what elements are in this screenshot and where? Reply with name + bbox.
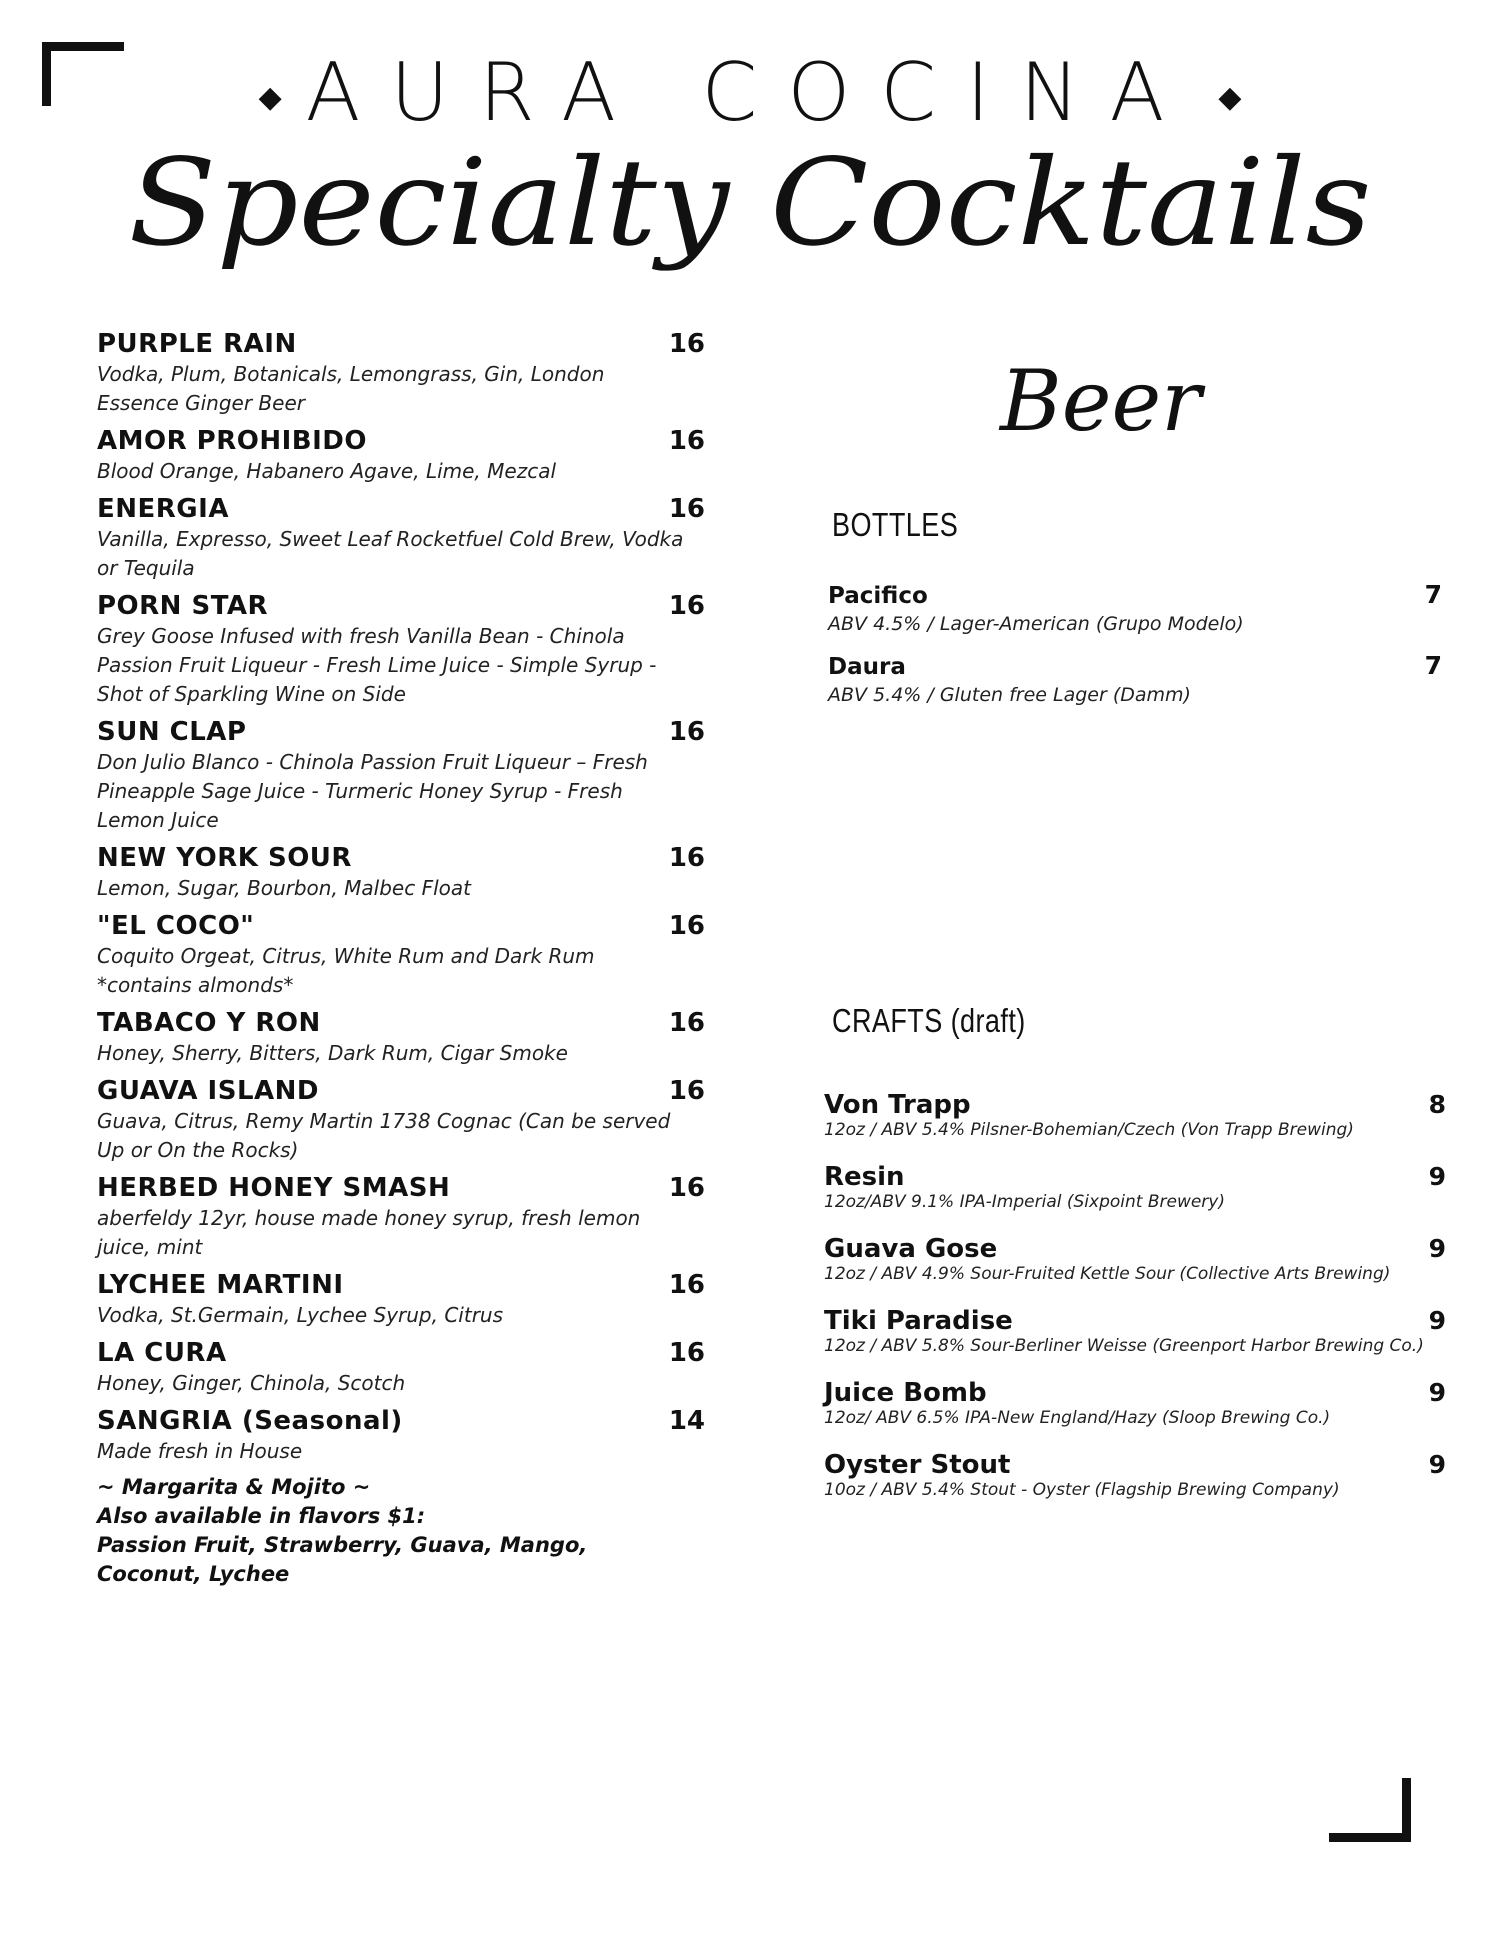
bottles-list: [828, 580, 1440, 722]
item-name: Von Trapp: [824, 1090, 971, 1120]
beer-item: [824, 1378, 1444, 1428]
beer-item: [828, 580, 1440, 637]
flavors-note-line: ~ Margarita & Mojito ~: [97, 1475, 371, 1499]
item-description: Don Julio Blanco - Chinola Passion Fruit Liqueur – Fresh Pineapple Sage Juice - Turmeric Honey Syrup - Fresh Lemon Juice: [97, 750, 648, 832]
item-price: 16: [668, 1173, 705, 1203]
item-description: 12oz / ABV 5.4% Pilsner-Bohemian/Czech (Von Trapp Brewing): [824, 1120, 1354, 1140]
item-name: Daura: [828, 654, 906, 680]
item-name: "EL COCO": [97, 911, 255, 941]
item-price: 8: [1428, 1090, 1446, 1119]
item-price: 16: [668, 1076, 705, 1106]
item-name: SUN CLAP: [97, 717, 247, 747]
menu-item: [97, 1337, 705, 1398]
flavors-note: [97, 1473, 697, 1589]
menu-item: [97, 328, 705, 418]
flavors-note-line: Also available in flavors $1:: [97, 1504, 426, 1528]
beer-item: [824, 1306, 1444, 1356]
item-name: Resin: [824, 1162, 905, 1192]
item-description: 12oz/ ABV 6.5% IPA-New England/Hazy (Sloop Brewing Co.): [824, 1408, 1331, 1428]
menu-item: [97, 1172, 705, 1262]
item-description: Grey Goose Infused with fresh Vanilla Bean - Chinola Passion Fruit Liqueur - Fresh Lime Juice - Simple Syrup - Shot of Sparkling Wine on Side: [97, 624, 657, 706]
beer-title: Beer: [1000, 352, 1202, 450]
item-description: Coquito Orgeat, Citrus, White Rum and Dark Rum *contains almonds*: [97, 944, 595, 997]
cocktail-list: [97, 328, 705, 1589]
item-name: NEW YORK SOUR: [97, 843, 352, 873]
item-description: 12oz / ABV 5.8% Sour-Berliner Weisse (Greenport Harbor Brewing Co.): [824, 1336, 1424, 1356]
item-description: ABV 5.4% / Gluten free Lager (Damm): [828, 684, 1191, 706]
item-description: Guava, Citrus, Remy Martin 1738 Cognac (Can be served Up or On the Rocks): [97, 1109, 671, 1162]
beer-item: [824, 1162, 1444, 1212]
diamond-icon: ◆: [1218, 80, 1242, 115]
item-price: 9: [1428, 1450, 1446, 1479]
item-description: Vodka, Plum, Botanicals, Lemongrass, Gin, London Essence Ginger Beer: [97, 362, 605, 415]
item-price: 7: [1424, 651, 1442, 680]
item-name: LYCHEE MARTINI: [97, 1270, 344, 1300]
crafts-heading: CRAFTS (draft): [832, 1002, 1026, 1039]
beer-item: [824, 1450, 1444, 1500]
item-price: 16: [668, 1008, 705, 1038]
item-name: Pacifico: [828, 583, 928, 609]
item-name: HERBED HONEY SMASH: [97, 1173, 451, 1203]
item-price: 9: [1428, 1234, 1446, 1263]
item-description: aberfeldy 12yr, house made honey syrup, fresh lemon juice, mint: [97, 1206, 641, 1259]
diamond-icon: ◆: [258, 80, 282, 115]
flavors-note-line: Passion Fruit, Strawberry, Guava, Mango, Coconut, Lychee: [97, 1533, 588, 1586]
corner-bracket-bottom-right: [1329, 1833, 1411, 1842]
menu-item: [97, 910, 705, 1000]
item-price: 16: [668, 329, 705, 359]
menu-title: Specialty Cocktails: [128, 134, 1372, 273]
item-name: GUAVA ISLAND: [97, 1076, 319, 1106]
beer-item: [824, 1090, 1444, 1140]
item-name: SANGRIA (Seasonal): [97, 1406, 403, 1436]
menu-item: [97, 590, 705, 709]
item-price: 16: [668, 843, 705, 873]
item-description: Honey, Sherry, Bitters, Dark Rum, Cigar Smoke: [97, 1041, 568, 1065]
item-name: LA CURA: [97, 1338, 227, 1368]
item-name: ENERGIA: [97, 494, 229, 524]
item-price: 9: [1428, 1378, 1446, 1407]
item-name: Tiki Paradise: [824, 1306, 1013, 1336]
item-price: 9: [1428, 1162, 1446, 1191]
item-description: Honey, Ginger, Chinola, Scotch: [97, 1371, 406, 1395]
menu-item: [97, 425, 705, 486]
menu-item: [97, 1075, 705, 1165]
item-name: TABACO Y RON: [97, 1008, 321, 1038]
item-description: Blood Orange, Habanero Agave, Lime, Mezcal: [97, 459, 557, 483]
beer-item: [828, 651, 1440, 708]
bottles-heading: BOTTLES: [832, 506, 959, 543]
item-name: PURPLE RAIN: [97, 329, 297, 359]
item-name: Juice Bomb: [824, 1378, 987, 1408]
item-price: 16: [668, 494, 705, 524]
item-price: 14: [668, 1406, 705, 1436]
item-description: ABV 4.5% / Lager-American (Grupo Modelo): [828, 613, 1244, 635]
item-price: 16: [668, 1270, 705, 1300]
item-price: 16: [668, 717, 705, 747]
item-description: 12oz/ABV 9.1% IPA-Imperial (Sixpoint Brewery): [824, 1192, 1225, 1212]
item-price: 16: [668, 1338, 705, 1368]
item-description: Vanilla, Expresso, Sweet Leaf Rocketfuel Cold Brew, Vodka or Tequila: [97, 527, 684, 580]
item-price: 16: [668, 591, 705, 621]
item-price: 16: [668, 911, 705, 941]
menu-item: [97, 1405, 705, 1466]
item-price: 9: [1428, 1306, 1446, 1335]
beer-item: [824, 1234, 1444, 1284]
item-price: 7: [1424, 580, 1442, 609]
crafts-list: [824, 1090, 1444, 1522]
item-name: Oyster Stout: [824, 1450, 1011, 1480]
menu-item: [97, 493, 705, 583]
item-description: 12oz / ABV 4.9% Sour-Fruited Kettle Sour (Collective Arts Brewing): [824, 1264, 1391, 1284]
menu-item: [97, 842, 705, 903]
corner-bracket-bottom-right: [1402, 1778, 1411, 1842]
menu-item: [97, 716, 705, 835]
item-description: Lemon, Sugar, Bourbon, Malbec Float: [97, 876, 471, 900]
item-description: Vodka, St.Germain, Lychee Syrup, Citrus: [97, 1303, 504, 1327]
item-price: 16: [668, 426, 705, 456]
item-name: Guava Gose: [824, 1234, 998, 1264]
item-name: PORN STAR: [97, 591, 269, 621]
item-description: 10oz / ABV 5.4% Stout - Oyster (Flagship Brewing Company): [824, 1480, 1340, 1500]
menu-item: [97, 1269, 705, 1330]
menu-header: [0, 46, 1500, 273]
item-description: Made fresh in House: [97, 1439, 303, 1463]
menu-item: [97, 1007, 705, 1068]
restaurant-name: ◆ AURA COCINA ◆: [258, 46, 1242, 139]
item-name: AMOR PROHIBIDO: [97, 426, 367, 456]
